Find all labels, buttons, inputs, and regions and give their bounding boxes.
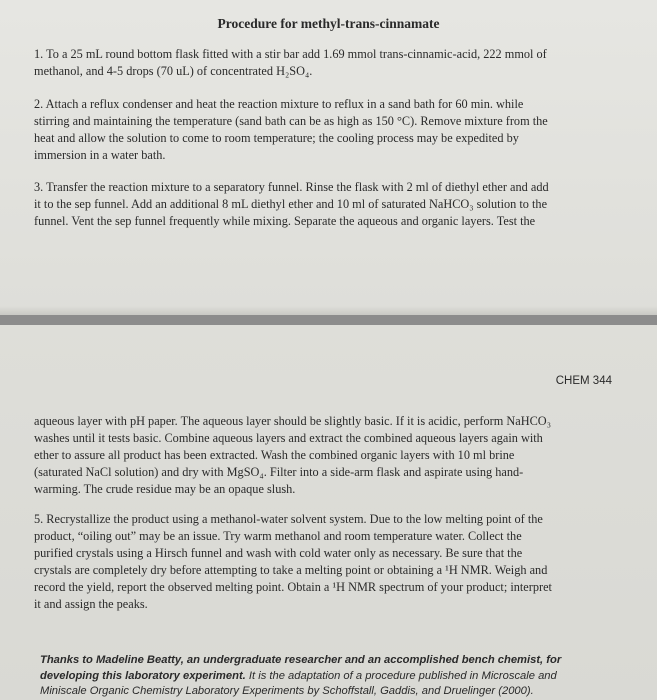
text-line: product, “oiling out” may be an issue. Try warm methanol and room temperature water. Collect the <box>34 529 522 543</box>
acknowledgement-bold-text: developing this laboratory experiment. <box>40 669 246 682</box>
text-line: record the yield, report the observed melting point. Obtain a ¹H NMR spectrum of your product; interpret <box>34 580 552 594</box>
text-line: it and assign the peaks. <box>34 597 148 611</box>
acknowledgement-line: Miniscale Organic Chemistry Laboratory Experiments by Schoffstall, Gaddis, and Druelinger (2000). <box>40 685 534 697</box>
text-line: stirring and maintaining the temperature (sand bath can be as high as 150 °C). Remove mixture from the <box>34 114 548 128</box>
step-1-paragraph <box>34 46 589 80</box>
page-shadow <box>0 306 657 315</box>
acknowledgement <box>40 653 620 700</box>
course-label: CHEM 344 <box>555 375 612 387</box>
text-line: ether to assure all product has been extracted. Wash the combined organic layers with 10 ml brine <box>34 448 515 462</box>
acknowledgement-text: It is the adaptation of a procedure published in Microscale and <box>245 669 557 682</box>
text-line: purified crystals using a Hirsch funnel and wash with cold water only as necessary. Be sure that the <box>34 546 523 560</box>
text-line: aqueous layer with pH paper. The aqueous layer should be slightly basic. If it is acidic, perform NaHCO₃ <box>34 414 551 428</box>
text-line: 5. Recrystallize the product using a methanol-water solvent system. Due to the low melting point of the <box>34 512 543 526</box>
page-divider <box>0 315 657 325</box>
step-5-paragraph <box>34 511 589 613</box>
page-title: Procedure for methyl-trans-cinnamate <box>217 16 440 31</box>
text-line: methanol, and 4-5 drops (70 uL) of concentrated H₂SO₄. <box>34 64 313 78</box>
text-line: immersion in a water bath. <box>34 148 166 162</box>
text-line: crystals are completely dry before attempting to take a melting point or obtaining a ¹H NMR. Weigh and <box>34 563 548 577</box>
acknowledgement-line: Thanks to Madeline Beatty, an undergraduate researcher and an accomplished bench chemist, for <box>40 654 562 666</box>
text-line: heat and allow the solution to come to room temperature; the cooling process may be expedited by <box>34 131 519 145</box>
text-line: 1. To a 25 mL round bottom flask fitted with a stir bar add 1.69 mmol trans-cinnamic-acid, 222 mmol of <box>34 47 547 61</box>
acknowledgement-line <box>40 669 620 685</box>
text-line: 3. Transfer the reaction mixture to a separatory funnel. Rinse the flask with 2 ml of diethyl ether and add <box>34 180 549 194</box>
step-2-paragraph <box>34 96 589 164</box>
text-line: it to the sep funnel. Add an additional 8 mL diethyl ether and 10 ml of saturated NaHCO₃ solution to the <box>34 197 548 211</box>
step-3-paragraph <box>34 179 589 230</box>
text-line: funnel. Vent the sep funnel frequently while mixing. Separate the aqueous and organic layers. Test the <box>34 214 536 228</box>
text-line: warming. The crude residue may be an opaque slush. <box>34 482 296 496</box>
text-line: 2. Attach a reflux condenser and heat the reaction mixture to reflux in a sand bath for 60 min. while <box>34 97 524 111</box>
text-line: (saturated NaCl solution) and dry with MgSO₄. Filter into a side-arm flask and aspirate using hand- <box>34 465 524 479</box>
text-line: washes until it tests basic. Combine aqueous layers and extract the combined aqueous layers again with <box>34 431 543 445</box>
step-3-continued-paragraph <box>34 413 589 498</box>
